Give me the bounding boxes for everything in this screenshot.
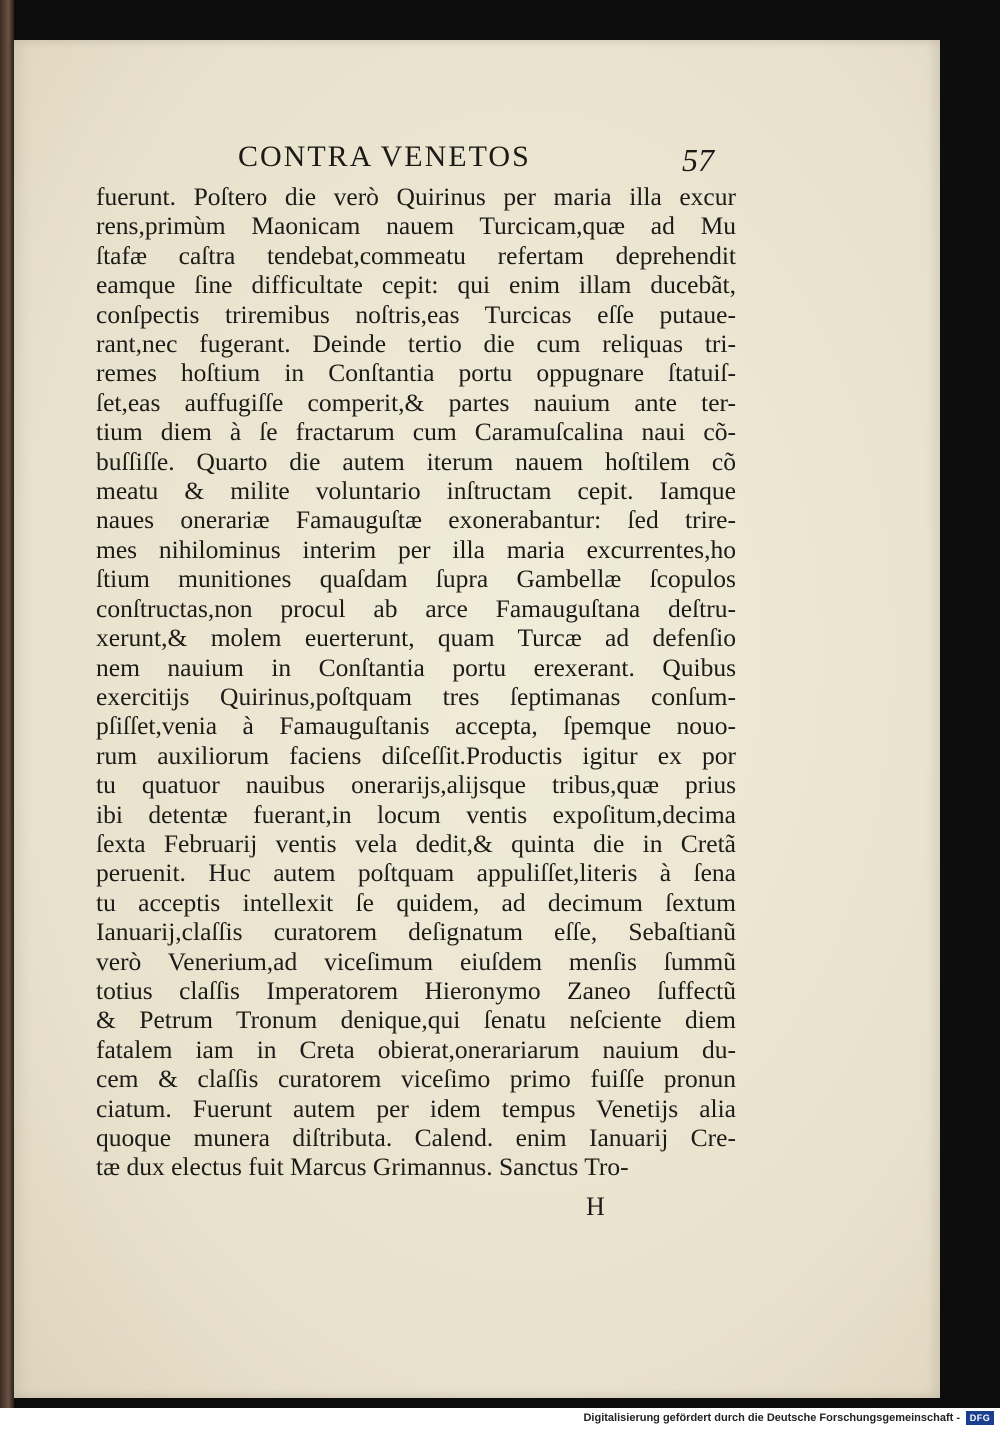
text-line: tu acceptis intellexit ſe quidem, ad decimum ſextum [96,887,736,917]
text-line: peruenit. Huc autem poſtquam appuliſſet,literis à ſena [96,858,736,888]
text-line: nem nauium in Conſtantia portu erexerant. Quibus [96,652,736,682]
text-line: totius claſſis Imperatorem Hieronymo Zaneo ſuffectũ [96,975,736,1005]
book-spine-edge [0,0,14,1408]
text-line: naues onerariæ Famauguſtæ exonerabantur: ſed trire- [96,505,736,535]
body-text [96,182,736,1182]
digitization-credit: Digitalisierung gefördert durch die Deutsche Forschungsgemeinschaft - [583,1412,960,1424]
text-line: eamque ſine difficultate cepit: qui enim illam ducebãt, [96,270,736,300]
running-head: CONTRA VENETOS [238,140,531,173]
dfg-logo: DFG [966,1411,994,1425]
text-line: tu quatuor nauibus onerarijs,alijsque tribus,quæ prius [96,770,736,800]
text-line: tæ dux electus fuit Marcus Grimannus. Sanctus Tro- [96,1152,629,1182]
text-line: remes hoſtium in Conſtantia portu oppugnare ſtatuiſ- [96,358,736,388]
text-line: exercitijs Quirinus,poſtquam tres ſeptimanas conſum- [96,681,736,711]
text-line: conſpectis triremibus noſtris,eas Turcicas eſſe putaue- [96,299,736,329]
text-line: tium diem à ſe fractarum cum Caramuſcalina naui cõ- [96,417,736,447]
text-line: rum auxiliorum faciens diſceſſit.Productis igitur ex por [96,740,736,770]
text-line: rens,primùm Maonicam nauem Turcicam,quæ ad Mu [96,211,736,241]
text-line: ſet,eas auffugiſſe comperit,& partes nauium ante ter- [96,387,736,417]
text-line: ſexta Februarij ventis vela dedit,& quinta die in Cretã [96,828,736,858]
text-line: conſtructas,non procul ab arce Famauguſtana deſtru- [96,593,736,623]
text-line: & Petrum Tronum denique,qui ſenatu neſciente diem [96,1005,736,1035]
text-line: ciatum. Fuerunt autem per idem tempus Venetijs alia [96,1093,736,1123]
text-line: ibi detentæ fuerant,in locum ventis expoſitum,decima [96,799,736,829]
text-line: pſiſſet,venia à Famauguſtanis accepta, ſpemque nouo- [96,711,736,741]
text-line: cem & claſſis curatorem viceſimo primo fuiſſe pronun [96,1064,736,1094]
signature-mark: H [586,1192,605,1221]
text-line: buſſiſſe. Quarto die autem iterum nauem hoſtilem cõ [96,446,736,476]
text-line: fuerunt. Poſtero die verò Quirinus per maria illa excur [96,182,736,211]
text-line: verò Venerium,ad viceſimum eiuſdem menſis ſummũ [96,946,736,976]
text-line: mes nihilominus interim per illa maria excurrentes,ho [96,534,736,564]
text-line: fatalem iam in Creta obierat,onerariarum nauium du- [96,1034,736,1064]
text-line: xerunt,& molem euerterunt, quam Turcæ ad defenſio [96,623,736,653]
text-line: Ianuarij,claſſis curatorem deſignatum eſſe, Sebaſtianũ [96,917,736,947]
text-line: quoque munera diſtributa. Calend. enim Ianuarij Cre- [96,1123,736,1152]
text-line: rant,nec fugerant. Deinde tertio die cum reliquas tri- [96,329,736,359]
text-line: ſtafæ caſtra tendebat,commeatu refertam deprehendit [96,240,736,270]
text-line: meatu & milite voluntario inſtructam cepit. Iamque [96,476,736,506]
page-number: 57 [682,142,714,178]
footer-bar [0,1408,1000,1430]
text-line: ſtium munitiones quaſdam ſupra Gambellæ ſcopulos [96,564,736,594]
